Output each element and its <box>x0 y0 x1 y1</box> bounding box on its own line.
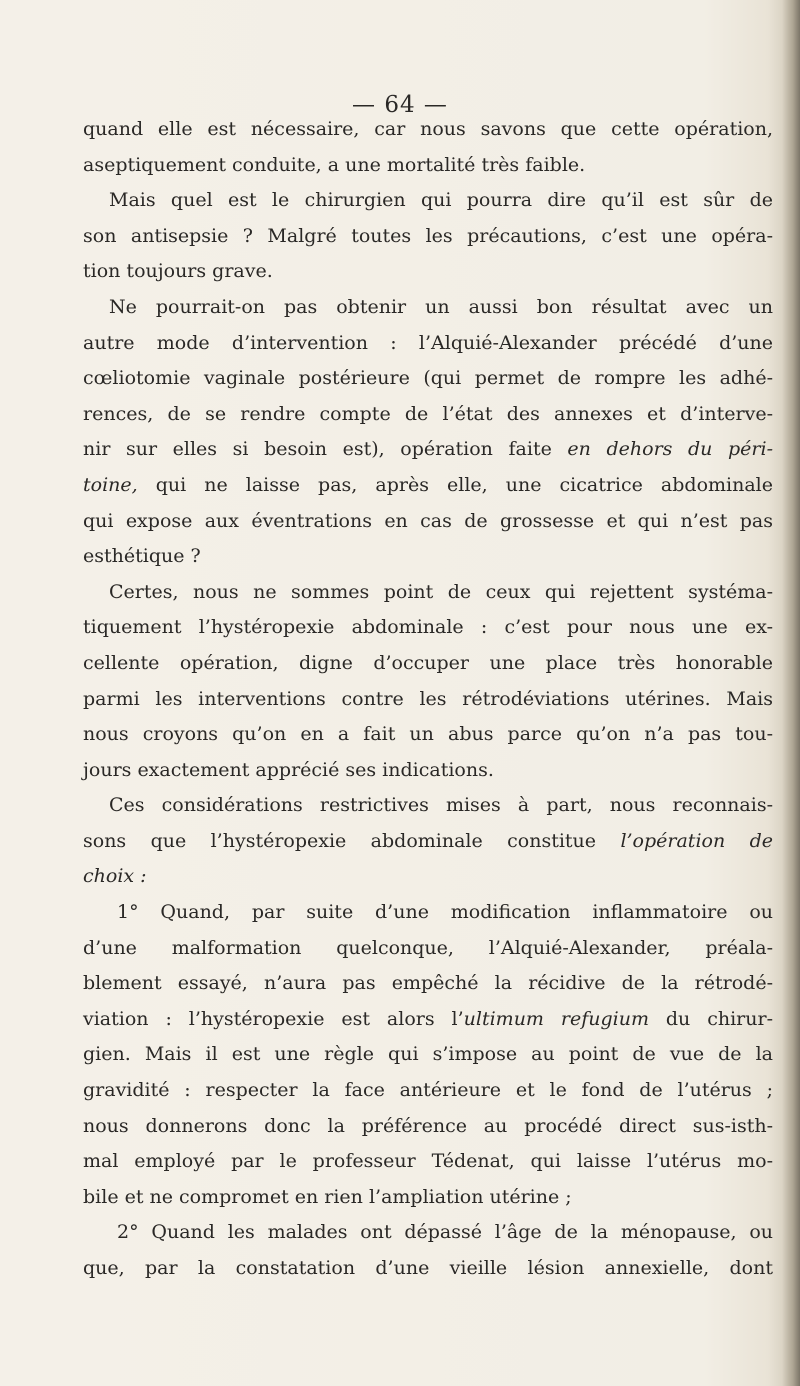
text-segment: gien. Mais il est une règle qui s’impose au point de vue de la <box>83 1043 773 1066</box>
text-segment: autre mode d’intervention : l’Alquié-Alexander précédé d’une <box>83 331 773 354</box>
text-line <box>83 432 773 468</box>
text-line <box>83 824 773 860</box>
text-segment: cœliotomie vaginale postérieure (qui permet de rompre les adhé- <box>83 367 773 390</box>
text-segment: Mais quel est le chirurgien qui pourra dire qu’il est sûr de <box>109 189 773 212</box>
text-line <box>83 646 773 682</box>
text-line <box>83 717 773 753</box>
text-line <box>83 753 773 789</box>
text-segment: viation : l’hystéropexie est alors l’ <box>83 1007 464 1030</box>
text-segment: 2° Quand les malades ont dépassé l’âge de la ménopause, ou <box>117 1221 773 1244</box>
text-segment: nir sur elles si besoin est), opération faite <box>83 438 568 461</box>
text-segment: que, par la constatation d’une vieille lésion annexielle, dont <box>83 1257 773 1279</box>
page-number: — 64 — <box>352 92 448 118</box>
text-line <box>83 1037 773 1073</box>
text-line <box>83 1073 773 1109</box>
text-segment: parmi les interventions contre les rétrodéviations utérines. Mais <box>83 687 773 710</box>
text-line <box>83 1180 773 1216</box>
text-segment: 1° Quand, par suite d’une modification inflammatoire ou <box>117 901 773 924</box>
text-line <box>83 361 773 397</box>
text-line <box>83 610 773 646</box>
italic-text: en dehors du péri- <box>567 438 773 461</box>
text-segment: esthétique ? <box>83 545 201 568</box>
text-line <box>83 219 773 255</box>
text-line <box>83 1144 773 1180</box>
italic-text: choix : <box>83 865 147 888</box>
text-line <box>83 966 773 1002</box>
text-segment: jours exactement apprécié ses indications. <box>83 758 494 781</box>
text-line <box>83 468 773 504</box>
text-line <box>83 183 773 219</box>
text-segment: cellente opération, digne d’occuper une place très honorable <box>83 651 773 674</box>
text-line <box>83 859 773 895</box>
text-segment: aseptiquement conduite, a une mortalité très faible. <box>83 153 586 176</box>
text-line <box>83 254 773 290</box>
text-line <box>83 290 773 326</box>
text-segment: sons que l’hystéropexie abdominale constitue <box>83 829 621 852</box>
text-segment: Certes, nous ne sommes point de ceux qui rejettent systéma- <box>109 580 773 603</box>
text-segment: quand elle est nécessaire, car nous savons que cette opération, <box>83 118 773 140</box>
text-segment: son antisepsie ? Malgré toutes les précautions, c’est une opéra- <box>83 224 773 247</box>
text-line <box>83 575 773 611</box>
text-segment: Ne pourrait-on pas obtenir un aussi bon résultat avec un <box>109 295 773 318</box>
italic-text: toine, <box>83 473 138 496</box>
page-edge-shadow <box>782 0 800 1386</box>
text-segment: gravidité : respecter la face antérieure et le fond de l’utérus ; <box>83 1079 773 1102</box>
text-line <box>83 895 773 931</box>
text-segment: nous donnerons donc la préférence au procédé direct sus-isth- <box>83 1114 773 1137</box>
text-segment: nous croyons qu’on en a fait un abus parce qu’on n’a pas tou- <box>83 723 773 746</box>
text-line <box>83 1215 773 1251</box>
text-segment: du chirur- <box>648 1007 773 1030</box>
text-line <box>83 931 773 967</box>
text-line <box>83 504 773 540</box>
text-line <box>83 1002 773 1038</box>
text-line <box>83 326 773 362</box>
text-line <box>83 1109 773 1145</box>
text-segment: mal employé par le professeur Tédenat, qui laisse l’utérus mo- <box>83 1150 773 1173</box>
text-segment: bile et ne compromet en rien l’ampliation utérine ; <box>83 1185 572 1208</box>
text-segment: tion toujours grave. <box>83 260 273 283</box>
text-segment: qui ne laisse pas, après elle, une cicatrice abdominale <box>137 473 773 496</box>
italic-text: l’opération de <box>620 829 773 852</box>
text-line <box>83 539 773 575</box>
text-line <box>83 1251 773 1287</box>
text-segment: Ces considérations restrictives mises à part, nous reconnais- <box>109 794 773 817</box>
text-segment: tiquement l’hystéropexie abdominale : c’est pour nous une ex- <box>83 616 773 639</box>
text-line <box>83 397 773 433</box>
body-text <box>83 112 773 1287</box>
text-segment: rences, de se rendre compte de l’état des annexes et d’interve- <box>83 402 773 425</box>
text-segment: blement essayé, n’aura pas empêché la récidive de la rétrodé- <box>83 972 773 995</box>
text-line <box>83 682 773 718</box>
text-segment: qui expose aux éventrations en cas de grossesse et qui n’est pas <box>83 509 773 532</box>
text-line <box>83 148 773 184</box>
italic-text: ultimum refugium <box>463 1007 649 1030</box>
text-line <box>83 112 773 148</box>
text-segment: d’une malformation quelconque, l’Alquié-Alexander, préala- <box>83 936 773 959</box>
text-line <box>83 788 773 824</box>
